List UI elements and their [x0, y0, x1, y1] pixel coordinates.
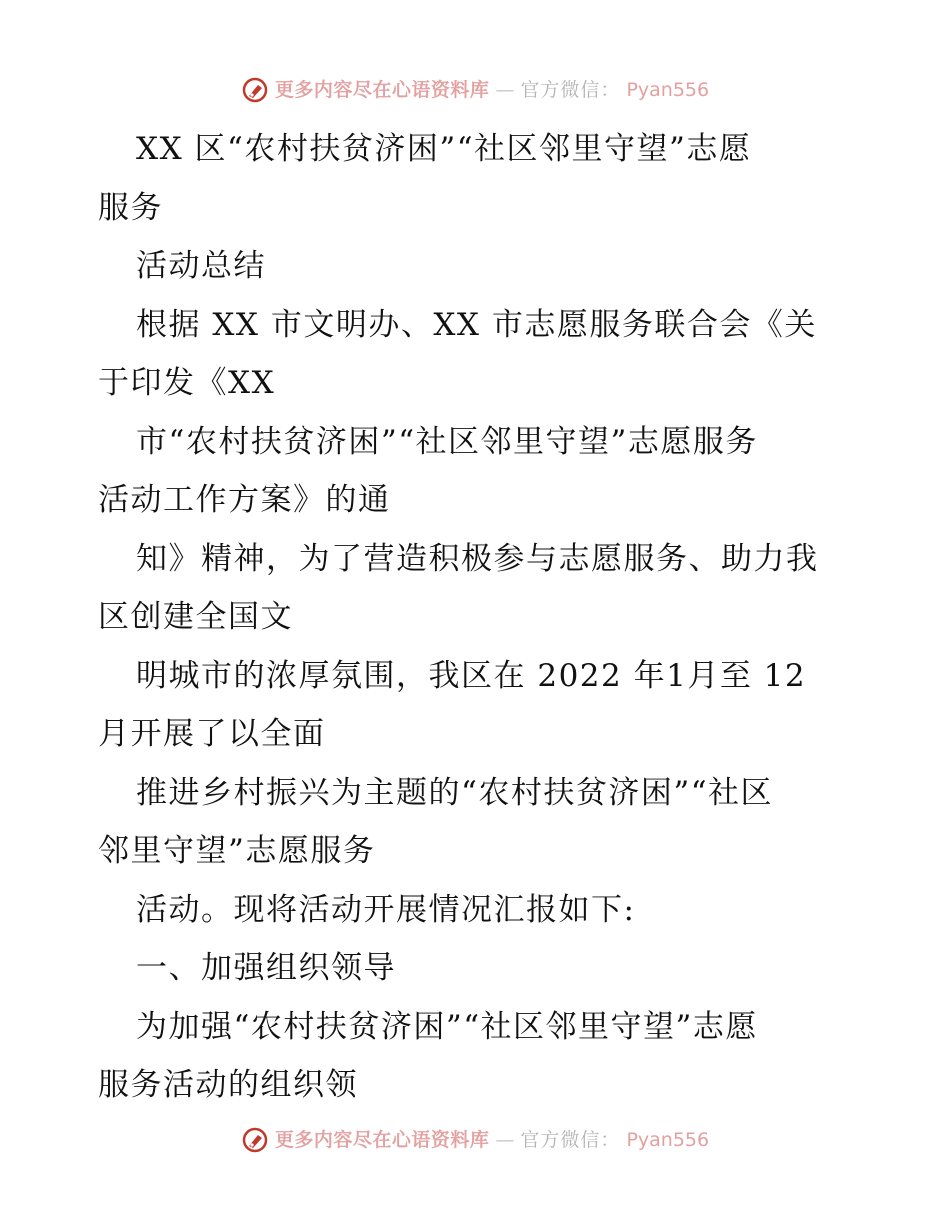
watermark-main-text: 更多内容尽在心语资料库 [274, 1129, 490, 1151]
paragraph-line: 邻里守望”志愿服务 [98, 833, 376, 869]
section-heading: 一、加强组织领导 [136, 950, 396, 986]
watermark-official-label: 官方微信： [520, 79, 621, 101]
paragraph-line: 明城市的浓厚氛围，我区在 2022 年1月至 12 [136, 657, 807, 694]
watermark-wechat-id: Pyan556 [626, 79, 710, 101]
paragraph-line: 服务活动的组织领 [98, 1067, 358, 1103]
footer-watermark [0, 1126, 950, 1154]
watermark-dash: — [495, 1129, 515, 1151]
paragraph-line: 于印发《XX [98, 365, 276, 401]
pen-nib-logo-icon [241, 76, 269, 104]
watermark-dash: — [495, 79, 515, 101]
paragraph-line: 知》精神，为了营造积极参与志愿服务、助力我 [136, 540, 819, 577]
paragraph-line: 根据 XX 市文明办、XX 市志愿服务联合会《关 [136, 306, 817, 343]
document-body [98, 120, 858, 1115]
paragraph-line: 活动工作方案》的通 [98, 482, 391, 518]
pen-nib-logo-icon [241, 1126, 269, 1154]
title-line-3: 活动总结 [136, 248, 266, 284]
paragraph-line: 推进乡村振兴为主题的“农村扶贫济困”“社区 [136, 774, 774, 811]
paragraph-line: 活动。现将活动开展情况汇报如下: [136, 891, 636, 928]
title-line-2: 服务 [98, 189, 163, 226]
paragraph-line: 市“农村扶贫济困”“社区邻里守望”志愿服务 [136, 423, 758, 460]
paragraph-line: 区创建全国文 [98, 599, 293, 635]
header-watermark [0, 76, 950, 104]
watermark-main-text: 更多内容尽在心语资料库 [274, 79, 490, 101]
paragraph-line: 月开展了以全面 [98, 716, 326, 752]
paragraph-line: 为加强“农村扶贫济困”“社区邻里守望”志愿 [136, 1008, 758, 1045]
watermark-wechat-id: Pyan556 [626, 1129, 710, 1151]
watermark-official-label: 官方微信： [520, 1129, 621, 1151]
title-line-1: XX 区“农村扶贫济困”“社区邻里守望”志愿 [136, 131, 752, 167]
